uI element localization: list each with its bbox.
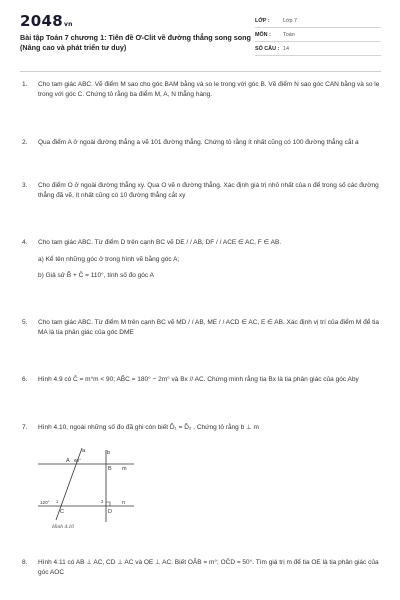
meta-row-class <box>255 14 381 28</box>
label-a: a <box>82 448 86 454</box>
label-angle-120: 120° <box>40 500 50 505</box>
question-subpart-b: b) Giả sử B̂ + Ĉ = 110°, tính số đo góc A <box>38 272 154 280</box>
label-D: D <box>108 509 112 515</box>
label-A: A <box>66 458 70 464</box>
question-number: 1. <box>22 81 28 88</box>
meta-value: Lớp 7 <box>283 17 298 24</box>
question-7 <box>22 423 382 433</box>
question-text: Qua điểm A ở ngoài đường thẳng a vẽ 101 đường thẳng. Chứng tỏ rằng ít nhất cũng có 100 đường thẳng cắt a <box>38 139 359 146</box>
label-one: 1 <box>56 499 59 504</box>
label-m: m <box>122 466 127 472</box>
label-two: 2 <box>101 499 104 504</box>
meta-key: SỐ CÂU : <box>255 45 280 52</box>
question-text: Hình 4.11 có AB ⊥ AC, CD ⊥ AC và OE ⊥ AC. Biết OÂB = m°; OĈD = 50°. Tìm giá trị m để tia OE là tia phân giác của góc AOC <box>38 559 379 576</box>
document-meta <box>255 14 381 56</box>
question-number: 2. <box>22 139 28 146</box>
question-number: 3. <box>22 182 28 189</box>
label-b: b <box>107 450 111 456</box>
question-text: Hình 4.9 có Ĉ = m°m < 90; AB̂C = 180° − 2m° và Bx // AC. Chứng minh rằng tia Bx là tia phân giác của góc Aby <box>38 376 359 383</box>
meta-key: LỚP : <box>255 17 270 24</box>
question-subpart-a: a) Kể tên những góc ở trong hình vẽ bằng góc A; <box>38 255 180 263</box>
meta-row-count <box>255 42 381 56</box>
figure-4-10-diagram <box>30 446 140 534</box>
label-angle-60: 60° <box>74 458 81 463</box>
header-divider <box>20 71 381 72</box>
question-number: 4. <box>22 239 28 246</box>
label-n: n <box>122 500 126 506</box>
question-text: Cho điểm O ở ngoài đường thẳng xy. Qua O vẽ n đường thẳng. Xác định giá trị nhỏ nhất của n để trong số các đường thẳng đã vẽ, ít nhất cũng có 10 đường thẳng cắt xy <box>38 182 379 199</box>
question-text: Hình 4.10, ngoài những số đo đã ghi còn biết D̂₁ = D̂₂ . Chứng tỏ rằng b ⊥ m <box>38 424 259 431</box>
site-logo[interactable]: 2048vn <box>20 12 73 30</box>
question-number: 6. <box>22 376 28 383</box>
figure-caption: Hình 4.10 <box>52 524 74 530</box>
meta-key: MÔN : <box>255 31 271 38</box>
meta-value: 14 <box>283 45 289 52</box>
label-B: B <box>108 466 112 472</box>
question-1 <box>22 80 382 99</box>
meta-row-subject <box>255 28 381 42</box>
question-5 <box>22 318 382 337</box>
question-8 <box>22 558 382 577</box>
question-number: 7. <box>22 424 28 431</box>
question-4 <box>22 238 382 281</box>
question-text: Cho tam giác ABC. Từ điểm M trên cạnh BC vẽ MD / / AB, ME / / ACD ∈ AC, E ∈ AB. Xác định vị trí của điểm M để tia MA là tia phân giác của góc DME <box>38 319 380 336</box>
label-C: C <box>60 509 64 515</box>
question-number: 5. <box>22 319 28 326</box>
document-title: Bài tập Toán 7 chương 1: Tiên đề Ơ-Clit về đường thẳng song song (Nâng cao và phát triển tư duy) <box>20 33 251 52</box>
question-3 <box>22 181 382 200</box>
question-2 <box>22 138 382 148</box>
right-angle-marker <box>106 502 110 506</box>
question-number: 8. <box>22 559 28 566</box>
question-6 <box>22 375 382 385</box>
question-text: Cho tam giác ABC. Vẽ điểm M sao cho góc BAM bằng và so le trong với góc B. Vẽ điểm N sao góc CAN bằng và so le trong với góc C. Chứng tỏ rằng ba điểm M, A, N thẳng hàng. <box>38 81 380 98</box>
question-text: Cho tam giác ABC. Từ điểm D trên cạnh BC vẽ DE / / AB, DF / / ACE ∈ AC, F ∈ AB. <box>38 239 282 246</box>
figure-4-10 <box>30 446 140 534</box>
meta-value: Toán <box>283 31 295 38</box>
